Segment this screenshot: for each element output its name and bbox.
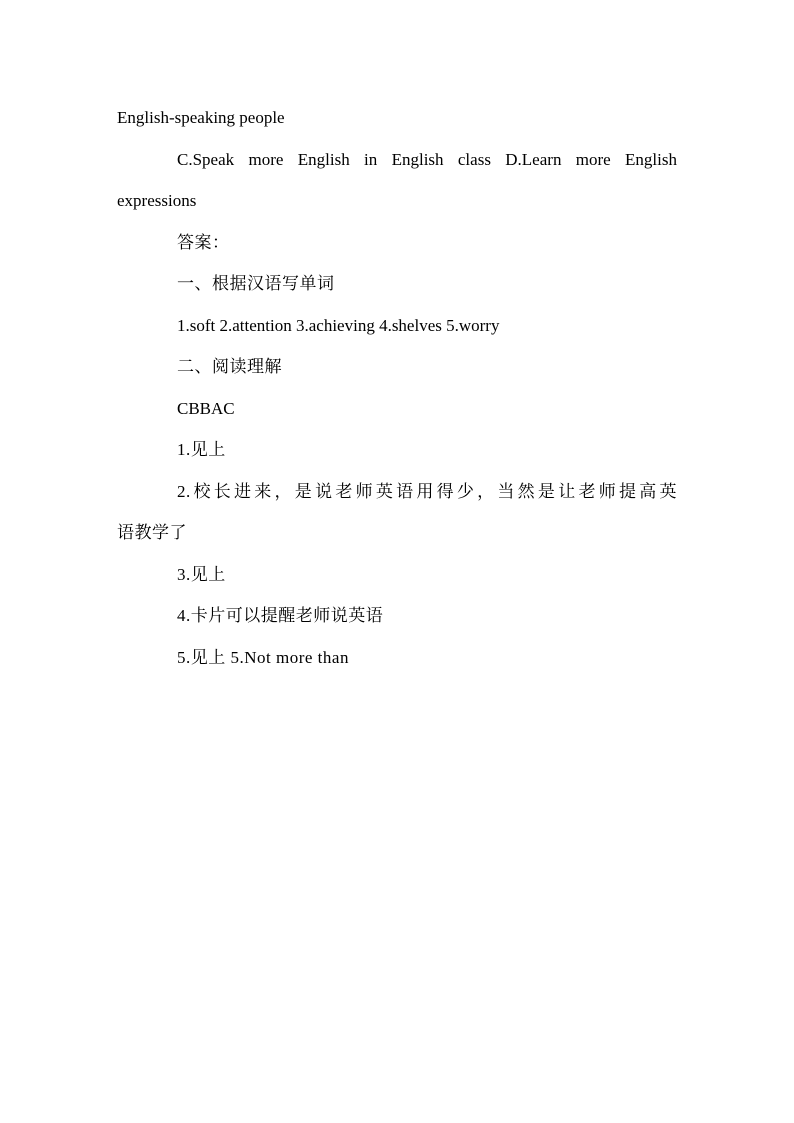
explanation-3: 3.见上	[177, 564, 226, 584]
document-body	[117, 103, 677, 684]
section-heading-vocabulary: 一、根据汉语写单词	[177, 274, 335, 293]
vocabulary-answers: 1.soft 2.attention 3.achieving 4.shelves 5.worry	[177, 315, 500, 335]
explanation-1: 1.见上	[177, 440, 226, 459]
explanation-5: 5.见上 5.Not more than	[177, 647, 349, 667]
text-line-options-c-d: C.Speak more English in English class D.Learn more English	[177, 149, 677, 169]
explanation-2-continued: 语教学了	[117, 523, 187, 542]
section-heading-reading: 二、阅读理解	[177, 357, 282, 376]
text-line-option-d-continued: expressions	[117, 191, 197, 210]
text-line-option-b-continued: English-speaking people	[117, 108, 285, 127]
reading-answers: CBBAC	[177, 398, 235, 418]
answer-heading: 答案：	[177, 232, 230, 252]
explanation-2: 2.校长进来，是说老师英语用得少，当然是让老师提高英	[177, 481, 677, 501]
explanation-4: 4.卡片可以提醒老师说英语	[177, 606, 384, 625]
